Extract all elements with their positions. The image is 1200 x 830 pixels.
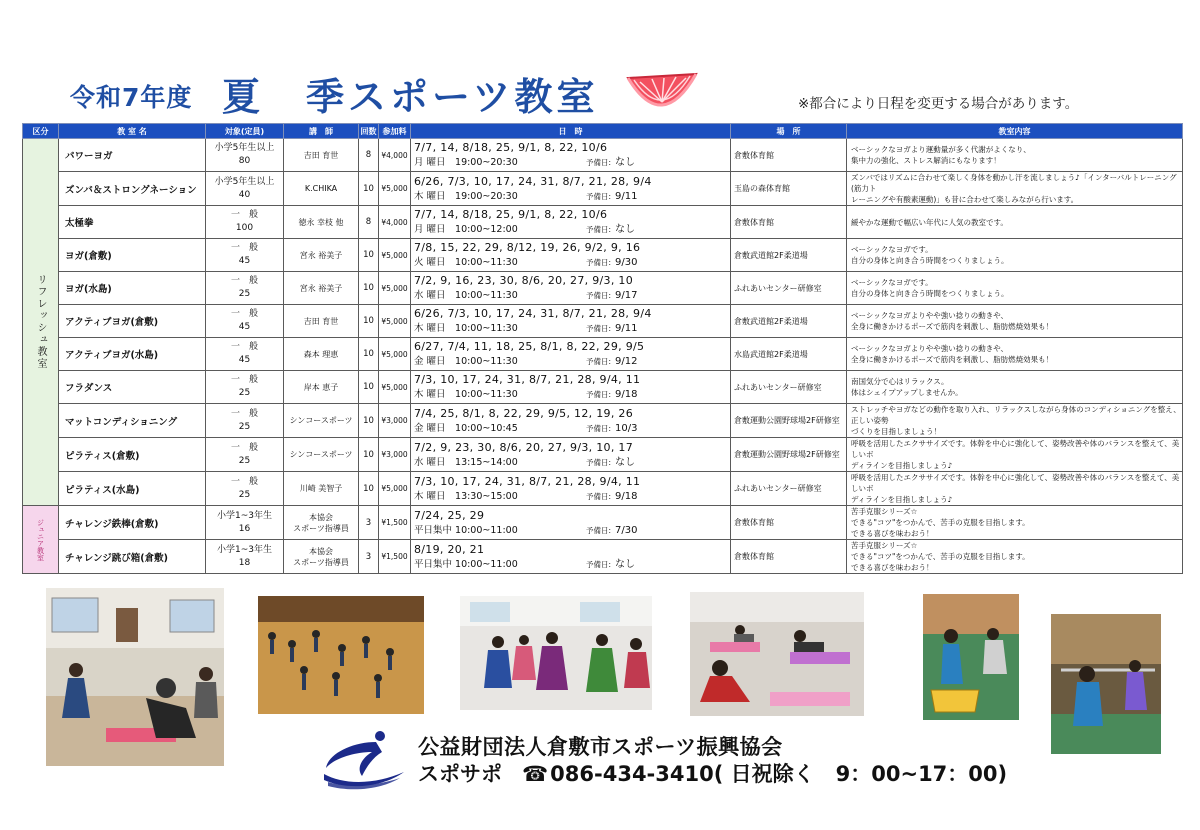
target-label: 一 般: [230, 442, 258, 453]
description-cell: [847, 172, 1183, 206]
header-category: 区分: [23, 124, 59, 139]
description-cell: [847, 371, 1183, 404]
time-line: [414, 455, 730, 470]
weekday-time: 平日集中 10:00~11:00: [414, 524, 518, 536]
description-line: 緩やかな運動で幅広い年代に人気の教室です。: [851, 217, 1008, 227]
description-cell: [847, 472, 1183, 506]
instructor-name: 本協会: [309, 546, 333, 556]
date-list: 7/24, 25, 29: [414, 508, 485, 522]
description-cell: [847, 139, 1183, 172]
instructor-name: 吉田 育世: [303, 316, 339, 326]
description-line: ストレッチやヨガなどの動作を取り入れ、リラックスしながら身体のコンディショニングを整え、正しい姿勢: [851, 405, 1181, 425]
description-cell: [847, 540, 1183, 574]
spare-day-label: 予備日:: [586, 225, 612, 234]
spare-day-value: 9/30: [615, 257, 638, 268]
weekday-time: 木 曜日 13:30~15:00: [414, 490, 518, 502]
time-line: [414, 189, 730, 204]
target-cell: [206, 371, 284, 404]
description-line: 苦手克服シリーズ☆: [851, 541, 918, 550]
watermelon-icon: [624, 66, 700, 118]
spare-day-value: なし: [615, 157, 636, 168]
description-line: できる"コツ"をつかんで、苦手の克服を目指します。: [851, 518, 1030, 527]
instructor-sub: スポーツ指導員: [293, 557, 349, 567]
target-label: 一 般: [230, 309, 258, 319]
description-line: 自分の身体と向き合う時間をつくりましょう。: [851, 256, 1009, 265]
time-line: [414, 155, 730, 170]
weekday-time: 金 曜日 10:00~11:30: [414, 356, 518, 367]
target-label: 小学5年生以上: [214, 176, 275, 187]
fee-value: ¥1,500: [379, 540, 411, 574]
venue: ふれあいセンター研修室: [731, 371, 847, 404]
capacity-value: 25: [238, 489, 251, 500]
instructor-cell: [284, 438, 359, 472]
fee-value: ¥5,000: [379, 172, 411, 206]
time-line: [414, 222, 730, 237]
weekday-time: 月 曜日 19:00~20:30: [414, 157, 518, 168]
instructor-name: 川崎 美智子: [299, 484, 343, 493]
datetime-cell: [411, 338, 731, 371]
target-label: 一 般: [230, 375, 258, 385]
spare-day-value: 9/11: [615, 190, 638, 202]
class-name: ピラティス(倉敷): [59, 438, 206, 472]
spare-day-value: 10/3: [615, 422, 638, 434]
class-name: アクティブヨガ(水島): [59, 338, 206, 371]
short-name: スポサポ: [418, 762, 502, 786]
spare-day-value: 9/12: [615, 356, 638, 367]
class-name: ヨガ(水島): [59, 272, 206, 305]
target-cell: [206, 472, 284, 506]
time-line: [414, 321, 730, 336]
target-cell: [206, 139, 284, 172]
fee-value: ¥5,000: [379, 472, 411, 506]
capacity-value: 25: [238, 388, 251, 398]
spare-day: [586, 455, 635, 470]
table-row: [23, 438, 1183, 472]
description-line: ベーシックなヨガよりやや強い捻りの動きや、: [851, 311, 1009, 320]
description-cell: [847, 404, 1183, 438]
target-label: 一 般: [230, 408, 258, 419]
target-cell: [206, 206, 284, 239]
time-line: [414, 421, 730, 436]
description-line: 体はシェイプアップしませんか。: [851, 388, 963, 397]
weekday-time: 金 曜日 10:00~10:45: [414, 422, 518, 434]
phone-number[interactable]: 086-434-3410: [550, 762, 714, 786]
venue: ふれあいセンター研修室: [731, 472, 847, 506]
class-name: ピラティス(水島): [59, 472, 206, 506]
description-line: 全身に働きかけるポーズで筋肉を刺激し、脂肪燃焼効果も！: [851, 355, 1054, 364]
datetime-cell: [411, 404, 731, 438]
contact-line: [418, 758, 1007, 788]
target-cell: [206, 172, 284, 206]
instructor-name: K.CHIKA: [304, 184, 338, 193]
venue: 倉敷運動公園野球場2F研修室: [731, 404, 847, 438]
class-name: フラダンス: [59, 371, 206, 404]
target-cell: [206, 540, 284, 574]
datetime-cell: [411, 139, 731, 172]
instructor-cell: [284, 272, 359, 305]
session-count: 10: [359, 438, 379, 472]
venue: 倉敷武道館2F柔道場: [731, 239, 847, 272]
table-row: [23, 404, 1183, 438]
venue: ふれあいセンター研修室: [731, 272, 847, 305]
table-row: [23, 338, 1183, 371]
description-line: できる喜びを味わおう！: [851, 563, 934, 572]
description-line: ベーシックなヨガより運動量が多く代謝がよくなり、: [851, 145, 1031, 154]
datetime-cell: [411, 305, 731, 338]
spare-day: [586, 255, 638, 270]
instructor-name: 宮永 裕美子: [299, 283, 343, 293]
class-name: アクティブヨガ(倉敷): [59, 305, 206, 338]
description-cell: [847, 305, 1183, 338]
target-label: 一 般: [230, 276, 258, 286]
description-line: できる喜びを味わおう！: [851, 529, 934, 538]
header-count: 回数: [359, 124, 379, 139]
spare-day-label: 予備日:: [586, 390, 612, 399]
header-datetime: 日 時: [411, 124, 731, 139]
table-row: [23, 172, 1183, 206]
description-cell: [847, 272, 1183, 305]
fiscal-year-label: 令和7年度: [70, 83, 193, 112]
weekday-time: 月 曜日 10:00~12:00: [414, 224, 518, 235]
description-line: ベーシックなヨガです。: [851, 278, 933, 287]
session-count: 8: [359, 206, 379, 239]
instructor-cell: [284, 172, 359, 206]
description-line: 呼吸を活用したエクササイズです。体幹を中心に強化して、姿勢改善や体のバランスを整えて、美しいボ: [851, 473, 1180, 493]
table-header-row: [23, 124, 1183, 139]
capacity-value: 45: [238, 256, 251, 266]
date-list: 7/4, 25, 8/1, 8, 22, 29, 9/5, 12, 19, 26: [414, 406, 634, 420]
page-title: 夏 季スポーツ教室: [222, 75, 599, 119]
class-name: チャレンジ鉄棒(倉敷): [59, 506, 206, 540]
weekday-time: 平日集中 10:00~11:00: [414, 558, 518, 570]
association-logo: [322, 728, 406, 790]
instructor-name: シンコースポーツ: [289, 416, 353, 425]
session-count: 10: [359, 338, 379, 371]
spare-day: [586, 354, 638, 369]
instructor-name: 宮永 裕美子: [299, 250, 343, 260]
schedule-change-note: ※都合により日程を変更する場合があります。: [798, 96, 1079, 112]
instructor-name: 本協会: [309, 512, 333, 522]
spare-day: [586, 557, 635, 572]
capacity-value: 45: [238, 355, 251, 365]
header-fee: 参加料: [379, 124, 411, 139]
spare-day: [586, 189, 638, 204]
weekday-time: 火 曜日 10:00~11:30: [414, 257, 518, 268]
header-class-name: 教 室 名: [59, 124, 206, 139]
spare-day-value: 9/18: [615, 389, 638, 400]
description-line: ディラインを目指しましょう♪: [851, 461, 953, 470]
session-count: 8: [359, 139, 379, 172]
instructor-name: 岸本 恵子: [303, 382, 339, 392]
hula-class-photo: [460, 596, 652, 710]
class-name: パワーヨガ: [59, 139, 206, 172]
target-cell: [206, 438, 284, 472]
date-list: 7/7, 14, 8/18, 25, 9/1, 8, 22, 10/6: [414, 208, 608, 221]
date-list: 7/7, 14, 8/18, 25, 9/1, 8, 22, 10/6: [414, 141, 608, 154]
weekday-time: 木 曜日 19:00~20:30: [414, 190, 518, 202]
session-count: 10: [359, 371, 379, 404]
page-header: [0, 0, 1200, 122]
target-label: 小学1~3年生: [217, 510, 272, 521]
target-cell: [206, 305, 284, 338]
instructor-name: 徳永 幸枝 他: [298, 217, 344, 227]
time-line: [414, 489, 730, 504]
date-list: 6/26, 7/3, 10, 17, 24, 31, 8/7, 21, 28, 9/4: [414, 174, 652, 188]
spare-day-label: 予備日:: [586, 559, 612, 569]
fee-value: ¥4,000: [379, 139, 411, 172]
time-line: [414, 387, 730, 402]
instructor-name: シンコースポーツ: [289, 450, 353, 459]
instructor-cell: [284, 206, 359, 239]
datetime-cell: [411, 206, 731, 239]
class-name: ズンバ＆ストロングネーション: [59, 172, 206, 206]
spare-day-label: 予備日:: [586, 291, 612, 300]
datetime-cell: [411, 438, 731, 472]
table-row: [23, 139, 1183, 172]
spare-day: [586, 155, 635, 170]
venue: 玉島の森体育館: [731, 172, 847, 206]
weekday-time: 水 曜日 13:15~14:00: [414, 456, 518, 468]
fee-value: ¥5,000: [379, 272, 411, 305]
class-name: チャレンジ跳び箱(倉敷): [59, 540, 206, 574]
capacity-value: 25: [238, 289, 251, 299]
target-cell: [206, 404, 284, 438]
table-row: [23, 272, 1183, 305]
description-cell: [847, 338, 1183, 371]
spare-day-value: 7/30: [615, 524, 638, 536]
target-label: 一 般: [230, 210, 258, 220]
description-line: ベーシックなヨガです。: [851, 245, 933, 254]
venue: 水島武道館2F柔道場: [731, 338, 847, 371]
description-line: 苦手克服シリーズ☆: [851, 507, 918, 516]
header-description: 教室内容: [847, 124, 1183, 139]
class-name: ヨガ(倉敷): [59, 239, 206, 272]
target-cell: [206, 239, 284, 272]
date-list: 6/26, 7/3, 10, 17, 24, 31, 8/7, 21, 28, 9/4: [414, 307, 652, 320]
fee-value: ¥5,000: [379, 305, 411, 338]
description-line: 全身に働きかけるポーズで筋肉を刺激し、脂肪燃焼効果も！: [851, 322, 1054, 331]
session-count: 10: [359, 404, 379, 438]
description-line: 自分の身体と向き合う時間をつくりましょう。: [851, 289, 1009, 298]
date-list: 7/8, 15, 22, 29, 8/12, 19, 26, 9/2, 9, 16: [414, 241, 641, 254]
description-line: できる"コツ"をつかんで、苦手の克服を目指します。: [851, 552, 1030, 561]
instructor-cell: [284, 239, 359, 272]
capacity-value: 45: [238, 322, 251, 332]
time-line: [414, 255, 730, 270]
session-count: 10: [359, 305, 379, 338]
datetime-cell: [411, 239, 731, 272]
venue: 倉敷体育館: [731, 139, 847, 172]
category-junior: ジュニア教室: [23, 506, 59, 574]
spare-day: [586, 288, 638, 303]
spare-day: [586, 523, 638, 538]
spare-day-value: 9/17: [615, 290, 638, 301]
time-line: [414, 557, 730, 572]
table-row: [23, 540, 1183, 574]
spare-day: [586, 421, 638, 436]
spare-day-value: なし: [615, 224, 636, 235]
datetime-cell: [411, 172, 731, 206]
datetime-cell: [411, 472, 731, 506]
venue: 倉敷体育館: [731, 506, 847, 540]
time-line: [414, 288, 730, 303]
instructor-cell: [284, 540, 359, 574]
spare-day: [586, 387, 638, 402]
spare-day-label: 予備日:: [586, 158, 612, 167]
datetime-cell: [411, 540, 731, 574]
datetime-cell: [411, 371, 731, 404]
mat-class-photo: [690, 592, 864, 716]
instructor-name: 森本 理恵: [303, 349, 339, 359]
instructor-cell: [284, 338, 359, 371]
date-list: 7/2, 9, 23, 30, 8/6, 20, 27, 9/3, 10, 17: [414, 440, 634, 454]
session-count: 3: [359, 506, 379, 540]
weekday-time: 水 曜日 10:00~11:30: [414, 290, 518, 301]
capacity-value: 100: [235, 223, 254, 233]
business-hours: ( 日祝除く 9：00~17：00): [713, 762, 1008, 786]
venue: 倉敷体育館: [731, 206, 847, 239]
instructor-name: 吉田 育世: [303, 150, 339, 160]
time-line: [414, 523, 730, 538]
capacity-value: 25: [238, 421, 251, 432]
fee-value: ¥3,000: [379, 404, 411, 438]
venue: 倉敷体育館: [731, 540, 847, 574]
date-list: 8/19, 20, 21: [414, 542, 485, 556]
session-count: 10: [359, 272, 379, 305]
target-label: 小学5年生以上: [214, 143, 275, 153]
header-target: 対象(定員): [206, 124, 284, 139]
fee-value: ¥5,000: [379, 338, 411, 371]
target-cell: [206, 338, 284, 371]
spare-day-label: 予備日:: [586, 191, 612, 201]
capacity-value: 18: [238, 557, 251, 568]
class-name: 太極拳: [59, 206, 206, 239]
spare-day-label: 予備日:: [586, 525, 612, 535]
venue: 倉敷運動公園野球場2F研修室: [731, 438, 847, 472]
date-list: 6/27, 7/4, 11, 18, 25, 8/1, 8, 22, 29, 9/5: [414, 340, 645, 353]
capacity-value: 16: [238, 523, 251, 534]
target-label: 一 般: [230, 243, 258, 253]
spare-day-label: 予備日:: [586, 457, 612, 467]
table-row: [23, 472, 1183, 506]
spare-day-value: なし: [615, 456, 636, 468]
spare-day-value: 9/11: [615, 323, 638, 334]
description-line: ズンバではリズムに合わせて楽しく身体を動かし汗を流しましょう♪「インターバルトレーニング(筋力ト: [851, 173, 1177, 193]
instructor-cell: [284, 472, 359, 506]
date-list: 7/3, 10, 17, 24, 31, 8/7, 21, 28, 9/4, 11: [414, 474, 641, 488]
header-place: 場 所: [731, 124, 847, 139]
spare-day: [586, 321, 638, 336]
table-row: [23, 506, 1183, 540]
session-count: 10: [359, 172, 379, 206]
spare-day-value: なし: [615, 558, 636, 570]
category-refresh: リフレッシュ教室: [23, 139, 59, 506]
table-row: [23, 206, 1183, 239]
description-line: ディラインを目指しましょう♪: [851, 495, 953, 504]
time-line: [414, 354, 730, 369]
instructor-cell: [284, 305, 359, 338]
organization-name: 公益財団法人倉敷市スポーツ振興協会: [418, 735, 783, 759]
target-cell: [206, 272, 284, 305]
class-name: マットコンディショニング: [59, 404, 206, 438]
spare-day-label: 予備日:: [586, 491, 612, 501]
target-label: 小学1~3年生: [217, 544, 272, 555]
spare-day-label: 予備日:: [586, 357, 612, 366]
instructor-cell: [284, 506, 359, 540]
description-line: づくりを目指しましょう！: [851, 427, 941, 436]
description-line: 集中力の強化、ストレス解消にもなります！: [851, 156, 1001, 165]
iron-bar-class-photo: [1051, 614, 1161, 754]
fee-value: ¥4,000: [379, 206, 411, 239]
fee-value: ¥5,000: [379, 239, 411, 272]
instructor-cell: [284, 371, 359, 404]
spare-day-label: 予備日:: [586, 423, 612, 433]
target-label: 一 般: [230, 342, 258, 352]
description-cell: [847, 239, 1183, 272]
date-list: 7/3, 10, 17, 24, 31, 8/7, 21, 28, 9/4, 11: [414, 373, 641, 386]
weekday-time: 木 曜日 10:00~11:30: [414, 389, 518, 400]
spare-day-label: 予備日:: [586, 258, 612, 267]
fee-value: ¥5,000: [379, 371, 411, 404]
venue: 倉敷武道館2F柔道場: [731, 305, 847, 338]
description-line: ベーシックなヨガよりやや強い捻りの動きや、: [851, 344, 1009, 353]
phone-icon: ☎: [522, 762, 549, 786]
instructor-cell: [284, 139, 359, 172]
table-row: [23, 239, 1183, 272]
description-cell: [847, 506, 1183, 540]
vaulting-class-photo: [923, 594, 1019, 720]
table-row: [23, 305, 1183, 338]
session-count: 10: [359, 239, 379, 272]
session-count: 3: [359, 540, 379, 574]
datetime-cell: [411, 272, 731, 305]
fee-value: ¥3,000: [379, 438, 411, 472]
spare-day: [586, 489, 638, 504]
capacity-value: 80: [238, 156, 251, 166]
yoga-class-photo: [46, 588, 224, 766]
session-count: 10: [359, 472, 379, 506]
description-line: 呼吸を活用したエクササイズです。体幹を中心に強化して、姿勢改善や体のバランスを整えて、美しいボ: [851, 439, 1180, 459]
schedule-table: [22, 123, 1183, 574]
fee-value: ¥1,500: [379, 506, 411, 540]
datetime-cell: [411, 506, 731, 540]
description-line: レーニングや有酸素運動)」も昔に合わせて楽しみながら行います。: [851, 195, 1079, 204]
capacity-value: 40: [238, 189, 251, 200]
description-cell: [847, 206, 1183, 239]
description-cell: [847, 438, 1183, 472]
description-line: 南国気分で心はリラックス。: [851, 377, 949, 386]
instructor-sub: スポーツ指導員: [293, 523, 349, 533]
target-cell: [206, 506, 284, 540]
date-list: 7/2, 9, 16, 23, 30, 8/6, 20, 27, 9/3, 10: [414, 274, 634, 287]
spare-day-value: 9/18: [615, 490, 638, 502]
table-row: [23, 371, 1183, 404]
spare-day-label: 予備日:: [586, 324, 612, 333]
taichi-class-photo: [258, 596, 424, 714]
header-instructor: 講 師: [284, 124, 359, 139]
capacity-value: 25: [238, 455, 251, 466]
instructor-cell: [284, 404, 359, 438]
spare-day: [586, 222, 635, 237]
target-label: 一 般: [230, 476, 258, 487]
weekday-time: 木 曜日 10:00~11:30: [414, 323, 518, 334]
